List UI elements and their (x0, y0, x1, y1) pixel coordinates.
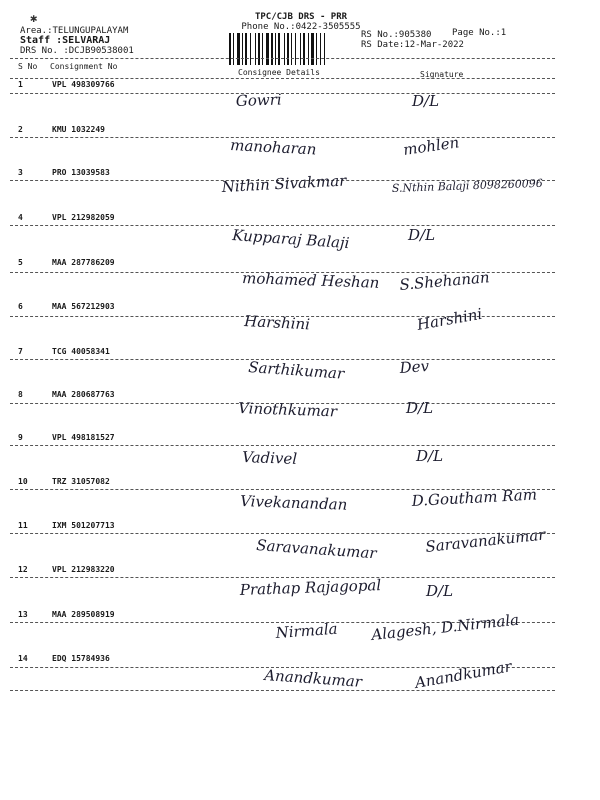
header-left (20, 26, 134, 56)
consignee-handwritten: Sarthikumar (247, 358, 345, 383)
consignee-handwritten: Kupparaj Balaji (231, 226, 351, 253)
consignment-number: VPL 498181527 (52, 433, 115, 442)
signature-handwritten: D/L (412, 92, 440, 110)
page-number: Page No.:1 (452, 28, 507, 38)
row-number: 7 (18, 347, 23, 356)
phone-number: Phone No.:0422-3505555 (241, 22, 361, 32)
consignee-handwritten: Prathap Rajagopal (239, 576, 382, 599)
column-header-consignee: Consignee Details (238, 68, 320, 77)
consignee-handwritten: mohamed Heshan (241, 269, 380, 292)
row-divider (10, 93, 555, 94)
consignment-number: TCG 40058341 (52, 347, 110, 356)
row-divider (10, 622, 555, 623)
signature-handwritten: S.Nthin Balaji 8098260096 (391, 176, 544, 195)
row-divider (10, 272, 555, 273)
row-divider (10, 489, 555, 490)
consignee-handwritten: Gowri (235, 90, 282, 110)
consignee-handwritten: Anandkumar (263, 666, 363, 691)
row-divider (10, 225, 555, 226)
consignee-handwritten: Vivekanandan (239, 492, 348, 514)
column-header-sno: S No (18, 62, 38, 71)
header-right (361, 30, 464, 50)
consignee-handwritten: Nirmala (275, 619, 339, 642)
consignment-number: TRZ 31057082 (52, 477, 110, 486)
consignee-handwritten: Vinothkumar (237, 399, 338, 421)
row-number: 14 (18, 654, 28, 663)
signature-handwritten: Harshini (415, 304, 484, 334)
row-number: 4 (18, 213, 23, 222)
row-number: 9 (18, 433, 23, 442)
signature-handwritten: Saravanakumar (424, 525, 547, 556)
rs-date: RS Date:12-Mar-2022 (361, 40, 464, 50)
consignment-number: PRO 13039583 (52, 168, 110, 177)
divider (10, 58, 555, 59)
rs-number: RS No.:905380 (361, 30, 432, 40)
row-divider (10, 137, 555, 138)
column-header-signature: Signature (420, 70, 464, 79)
barcode-image (229, 33, 353, 65)
signature-handwritten: D/L (408, 226, 436, 244)
signature-handwritten: Alagesh, D.Nirmala (370, 610, 520, 644)
row-number: 3 (18, 168, 23, 177)
row-number: 12 (18, 565, 28, 574)
consignment-number: MAA 280687763 (52, 390, 115, 399)
row-divider (10, 577, 555, 578)
consignee-handwritten: manoharan (229, 136, 317, 159)
row-number: 11 (18, 521, 28, 530)
row-divider (10, 533, 555, 534)
consignment-number: MAA 567212903 (52, 302, 115, 311)
row-number: 13 (18, 610, 28, 619)
signature-handwritten: S.Shehanan (398, 268, 491, 294)
consignee-handwritten: Vadivel (241, 448, 298, 468)
consignment-number: EDQ 15784936 (52, 654, 110, 663)
sheet-title: TPC/CJB DRS - PRR (254, 12, 348, 22)
drs-number: DRS No. :DCJB90538001 (20, 46, 134, 56)
signature-handwritten: mohlen (402, 133, 461, 159)
divider (10, 78, 555, 79)
consignment-number: MAA 287786209 (52, 258, 115, 267)
row-divider (10, 690, 555, 691)
row-divider (10, 667, 555, 668)
row-number: 8 (18, 390, 23, 399)
row-number: 5 (18, 258, 23, 267)
row-divider (10, 445, 555, 446)
consignee-handwritten: Nithin Sivakmar (221, 171, 347, 196)
consignment-number: IXM 501207713 (52, 521, 115, 530)
row-number: 10 (18, 477, 28, 486)
consignment-number: VPL 212983220 (52, 565, 115, 574)
consignment-number: MAA 289508919 (52, 610, 115, 619)
header-center (226, 12, 376, 32)
consignee-handwritten: Saravanakumar (255, 536, 378, 563)
row-divider (10, 316, 555, 317)
row-divider (10, 180, 555, 181)
signature-handwritten: D/L (426, 582, 454, 600)
consignee-handwritten: Harshini (243, 312, 311, 334)
column-header-consignment: Consignment No (50, 62, 118, 71)
row-divider (10, 403, 555, 404)
row-number: 6 (18, 302, 23, 311)
signature-handwritten: D/L (406, 399, 434, 417)
row-number: 1 (18, 80, 23, 89)
staff-label: Staff :SELVARAJ (20, 35, 111, 46)
consignment-number: VPL 498309766 (52, 80, 115, 89)
signature-handwritten: D.Goutham Ram (411, 485, 538, 510)
area-label: Area.:TELUNGUPALAYAM (20, 26, 129, 36)
consignment-number: VPL 212982059 (52, 213, 115, 222)
row-divider (10, 359, 555, 360)
row-number: 2 (18, 125, 23, 134)
consignment-number: KMU 1032249 (52, 125, 105, 134)
signature-handwritten: D/L (416, 447, 444, 465)
scribble-mark-icon: ✱ (30, 11, 38, 25)
signature-handwritten: Anandkumar (413, 657, 514, 692)
signature-handwritten: Dev (399, 356, 430, 377)
